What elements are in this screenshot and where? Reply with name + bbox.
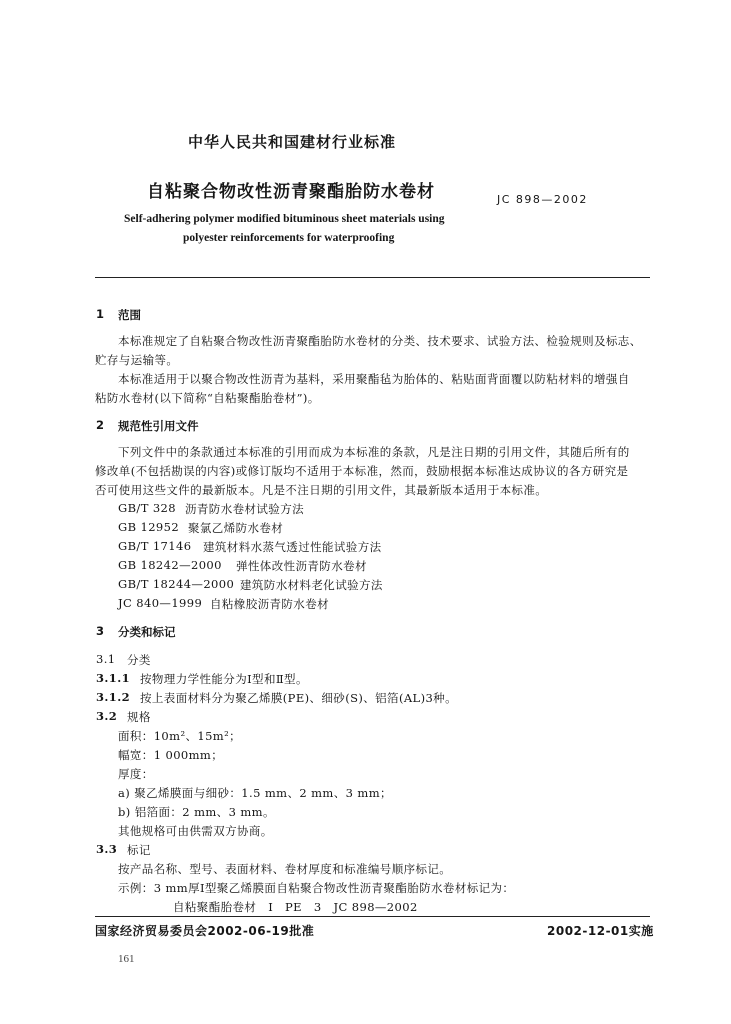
reference-title: 建筑材料水蒸气透过性能试验方法 xyxy=(203,540,382,554)
subsection-number: 3.2 xyxy=(96,709,118,723)
paragraph: 下列文件中的条款通过本标准的引用而成为本标准的条款，凡是注日期的引用文件，其随后所有的 xyxy=(118,445,630,459)
spec-line: 幅宽：1 000mm； xyxy=(118,748,224,762)
subsection-title: 分类 xyxy=(127,653,151,667)
spec-line: 其他规格可由供需双方协商。 xyxy=(118,824,273,838)
section-1-title: 范围 xyxy=(118,308,141,322)
marking-example: 自粘聚酯胎卷材 Ⅰ PE 3 JC 898—2002 xyxy=(173,900,418,914)
issuer-line: 中华人民共和国建材行业标准 xyxy=(188,133,397,151)
paragraph: 修改单(不包括勘误的内容)或修订版均不适用于本标准，然而，鼓励根据本标准达成协议的各方研究是 xyxy=(95,464,629,478)
reference-code: GB/T 328 xyxy=(118,501,176,515)
paragraph: 示例：3 mm厚Ⅰ型聚乙烯膜面自粘聚合物改性沥青聚酯胎防水卷材标记为： xyxy=(118,881,515,895)
subsection-title: 规格 xyxy=(127,710,151,724)
paragraph: 否可使用这些文件的最新版本。凡是不注日期的引用文件，其最新版本适用于本标准。 xyxy=(95,483,548,497)
reference-title: 弹性体改性沥青防水卷材 xyxy=(236,559,367,573)
approval-line: 国家经济贸易委员会2002-06-19批准 xyxy=(95,924,315,938)
subsection-text: 按上表面材料分为聚乙烯膜(PE)、细砂(S)、铝箔(AL)3种。 xyxy=(140,691,457,705)
subsection-number: 3.1.1 xyxy=(96,671,131,685)
subsection-title: 标记 xyxy=(127,843,151,857)
english-title-line1: Self-adhering polymer modified bituminous sheet materials using xyxy=(124,213,445,225)
spec-line: a) 聚乙烯膜面与细砂：1.5 mm、2 mm、3 mm； xyxy=(118,786,392,800)
footer-divider xyxy=(95,916,650,917)
spec-line: 厚度： xyxy=(118,767,154,781)
spec-line: b) 铝箔面：2 mm、3 mm。 xyxy=(118,805,275,819)
reference-code: GB/T 17146 xyxy=(118,539,192,553)
subsection-number: 3.1.2 xyxy=(96,690,131,704)
subsection-text: 按物理力学性能分为Ⅰ型和Ⅱ型。 xyxy=(140,672,308,686)
subsection-number: 3.3 xyxy=(96,842,118,856)
paragraph: 本标准适用于以聚合物改性沥青为基料，采用聚酯毡为胎体的、粘贴面背面覆以防粘材料的增强自 xyxy=(118,372,630,386)
english-title-line2: polyester reinforcements for waterproofing xyxy=(183,232,395,244)
reference-code: GB 12952 xyxy=(118,520,180,534)
effective-date: 2002-12-01实施 xyxy=(547,924,654,938)
reference-title: 建筑防水材料老化试验方法 xyxy=(240,578,383,592)
paragraph: 按产品名称、型号、表面材料、卷材厚度和标准编号顺序标记。 xyxy=(118,862,452,876)
paragraph: 粘防水卷材(以下简称“自粘聚酯胎卷材”)。 xyxy=(95,391,320,405)
section-3-number: 3 xyxy=(96,624,105,638)
reference-title: 沥青防水卷材试验方法 xyxy=(185,502,304,516)
reference-title: 自粘橡胶沥青防水卷材 xyxy=(210,597,329,611)
paragraph: 贮存与运输等。 xyxy=(95,353,179,367)
spec-line: 面积：10m²、15m²； xyxy=(118,729,241,743)
paragraph: 本标准规定了自粘聚合物改性沥青聚酯胎防水卷材的分类、技术要求、试验方法、检验规则及标志、 xyxy=(118,334,642,348)
reference-code: GB/T 18244—2000 xyxy=(118,577,235,591)
reference-code: GB 18242—2000 xyxy=(118,558,222,572)
header-divider xyxy=(95,277,650,278)
section-3-title: 分类和标记 xyxy=(118,625,176,639)
section-1-number: 1 xyxy=(96,307,105,321)
reference-title: 聚氯乙烯防水卷材 xyxy=(188,521,284,535)
section-2-title: 规范性引用文件 xyxy=(118,419,199,433)
reference-code: JC 840—1999 xyxy=(118,596,203,610)
document-title: 自粘聚合物改性沥青聚酯胎防水卷材 xyxy=(147,182,435,202)
subsection-number: 3.1 xyxy=(96,652,116,666)
section-2-number: 2 xyxy=(96,418,105,432)
standard-code: JC 898—2002 xyxy=(497,193,588,206)
page-number: 161 xyxy=(118,953,135,965)
